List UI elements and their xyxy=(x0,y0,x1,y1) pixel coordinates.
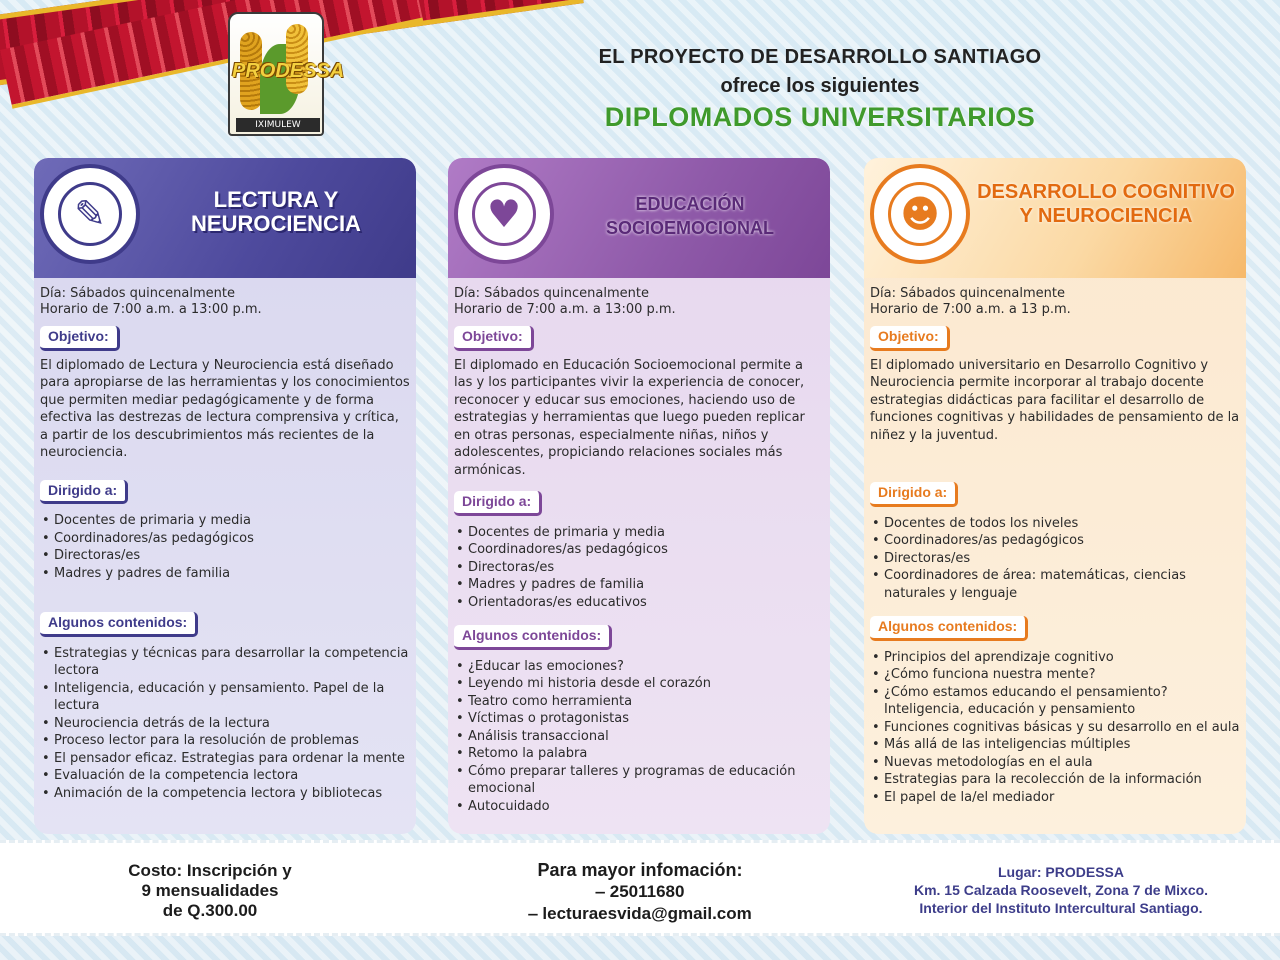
card-header xyxy=(448,158,830,278)
contents-tag: Algunos contenidos: xyxy=(40,612,198,637)
dash-icon: ‒ xyxy=(528,904,543,923)
contents-list xyxy=(40,645,410,803)
cost-block xyxy=(110,861,310,921)
list-item: • Madres y padres de familia xyxy=(454,576,824,594)
list-item: • Orientadoras/es educativos xyxy=(454,594,824,612)
corn-icon xyxy=(286,24,308,94)
list-item: • El papel de la/el mediador xyxy=(870,789,1240,807)
list-item: • ¿Cómo funciona nuestra mente? xyxy=(870,666,1240,684)
contents-tag: Algunos contenidos: xyxy=(870,616,1028,641)
card-lectura-neurociencia xyxy=(34,158,416,834)
list-item: • Víctimas o protagonistas xyxy=(454,710,824,728)
page-header xyxy=(520,46,1120,133)
card-body xyxy=(40,286,410,802)
contact-block xyxy=(500,859,780,925)
footer xyxy=(0,840,1280,936)
audience-tag: Dirigido a: xyxy=(40,480,128,505)
audience-list xyxy=(454,524,824,612)
list-item: • Docentes de primaria y media xyxy=(454,524,824,542)
list-item: • Cómo preparar talleres y programas de educación emocional xyxy=(454,763,824,798)
list-item: • Inteligencia, educación y pensamiento. Papel de la lectura xyxy=(40,680,410,715)
place-line-1: Km. 15 Calzada Roosevelt, Zona 7 de Mixco. xyxy=(913,882,1209,898)
list-item: • El pensador eficaz. Estrategias para ordenar la mente xyxy=(40,750,410,768)
card-body xyxy=(454,286,824,815)
list-item: • Directoras/es xyxy=(454,559,824,577)
list-item: • Retomo la palabra xyxy=(454,745,824,763)
cost-line-3: de Q.300.00 xyxy=(162,901,258,920)
list-item: • Coordinadores/as pedagógicos xyxy=(454,541,824,559)
card-body xyxy=(870,286,1240,806)
email-row xyxy=(500,903,780,925)
card-header xyxy=(864,158,1246,278)
list-item: • Madres y padres de familia xyxy=(40,565,410,583)
list-item: • ¿Educar las emociones? xyxy=(454,658,824,676)
book-icon: ✎ xyxy=(40,164,140,264)
list-item: • Directoras/es xyxy=(40,547,410,565)
card-title: EDUCACIÓN SOCIOEMOCIONAL xyxy=(605,194,774,238)
list-item: • Proceso lector para la resolución de problemas xyxy=(40,732,410,750)
phone-row xyxy=(500,881,780,903)
cost-line-1: Costo: Inscripción y xyxy=(128,861,292,880)
list-item: • Animación de la competencia lectora y bibliotecas xyxy=(40,785,410,803)
schedule-hours: Horario de 7:00 a.m. a 13 p.m. xyxy=(870,302,1071,317)
audience-list xyxy=(870,515,1240,603)
audience-tag: Dirigido a: xyxy=(870,482,958,507)
card-title: LECTURA Y NEUROCIENCIA xyxy=(191,187,361,236)
list-item: • Coordinadores/as pedagógicos xyxy=(870,532,1240,550)
schedule-hours: Horario de 7:00 a.m. a 13:00 p.m. xyxy=(454,302,676,317)
card-desarrollo-cognitivo xyxy=(864,158,1246,834)
prodessa-logo xyxy=(228,12,345,136)
hearts-icon: ♥ xyxy=(454,164,554,264)
card-educacion-socioemocional xyxy=(448,158,830,834)
header-line-2: ofrece los siguientes xyxy=(720,75,920,97)
list-item: • Estrategias y técnicas para desarrollar la competencia lectora xyxy=(40,645,410,680)
list-item: • Docentes de primaria y media xyxy=(40,512,410,530)
cost-line-2: 9 mensualidades xyxy=(141,881,279,900)
logo-wordmark: PRODESSA xyxy=(232,60,345,82)
list-item: • Coordinadores de área: matemáticas, ciencias naturales y lenguaje xyxy=(870,567,1240,602)
contents-tag: Algunos contenidos: xyxy=(454,625,612,650)
list-item: • Más allá de las inteligencias múltiples xyxy=(870,736,1240,754)
list-item: • Estrategias para la recolección de la información xyxy=(870,771,1240,789)
header-title: DIPLOMADOS UNIVERSITARIOS xyxy=(604,102,1036,132)
schedule-day: Día: Sábados quincenalmente xyxy=(40,286,235,301)
list-item: • Docentes de todos los niveles xyxy=(870,515,1240,533)
list-item: • Nuevas metodologías en el aula xyxy=(870,754,1240,772)
schedule-day: Día: Sábados quincenalmente xyxy=(870,286,1065,301)
card-header xyxy=(34,158,416,278)
place-title: Lugar: PRODESSA xyxy=(997,864,1124,880)
card-title: DESARROLLO COGNITIVO Y NEUROCIENCIA xyxy=(977,181,1235,227)
list-item: • Principios del aprendizaje cognitivo xyxy=(870,649,1240,667)
contents-list xyxy=(454,658,824,816)
audience-tag: Dirigido a: xyxy=(454,491,542,516)
email-link[interactable]: lecturaesvida@gmail.com xyxy=(542,904,752,923)
list-item: • Teatro como herramienta xyxy=(454,693,824,711)
place-line-2: Interior del Instituto Intercultural Santiago. xyxy=(919,900,1203,916)
list-item: • Análisis transaccional xyxy=(454,728,824,746)
objective-text: El diplomado universitario en Desarrollo Cognitivo y Neurociencia permite incorporar al trabajo docente estrategias didácticas para facilitar el desarrollo de funciones cognitivas y habilidades de pensamiento de la niñez y la juventud. xyxy=(870,357,1240,443)
list-item: • Neurociencia detrás de la lectura xyxy=(40,715,410,733)
schedule-hours: Horario de 7:00 a.m. a 13:00 p.m. xyxy=(40,302,262,317)
objective-text: El diplomado en Educación Socioemocional permite a las y los participantes vivir la experiencia de conocer, reconocer y educar sus emociones, haciendo uso de estrategias y herramientas que luego pueden replicar en otras personas, especialmente niñas, niños y adolescentes, propiciando relaciones sociales más armónicas. xyxy=(454,357,805,478)
head-brain-icon: ☻ xyxy=(870,164,970,264)
list-item: • Coordinadores/as pedagógicos xyxy=(40,530,410,548)
list-item: • Directoras/es xyxy=(870,550,1240,568)
logo-subtitle: IXIMULEW xyxy=(236,118,320,132)
header-line-1: EL PROYECTO DE DESARROLLO SANTIAGO xyxy=(598,46,1042,68)
contents-list xyxy=(870,649,1240,807)
phone-number: 25011680 xyxy=(609,882,685,901)
objective-tag: Objetivo: xyxy=(454,326,534,351)
list-item: • Funciones cognitivas básicas y su desarrollo en el aula xyxy=(870,719,1240,737)
objective-tag: Objetivo: xyxy=(40,326,120,351)
objective-tag: Objetivo: xyxy=(870,326,950,351)
audience-list xyxy=(40,512,410,582)
schedule-day: Día: Sábados quincenalmente xyxy=(454,286,649,301)
contact-title: Para mayor infomación: xyxy=(537,860,743,880)
dash-icon: ‒ xyxy=(595,882,610,901)
list-item: • Evaluación de la competencia lectora xyxy=(40,767,410,785)
place-block xyxy=(866,863,1256,917)
list-item: • ¿Cómo estamos educando el pensamiento? Inteligencia, educación y pensamiento xyxy=(870,684,1240,719)
list-item: • Autocuidado xyxy=(454,798,824,816)
list-item: • Leyendo mi historia desde el corazón xyxy=(454,675,824,693)
objective-text: El diplomado de Lectura y Neurociencia está diseñado para apropiarse de las herramientas y los conocimientos que permiten mediar pedagógicamente y de forma efectiva las destrezas de lectura comprensiva y crítica, a partir de los descubrimientos más recientes de la neurociencia. xyxy=(40,357,410,460)
